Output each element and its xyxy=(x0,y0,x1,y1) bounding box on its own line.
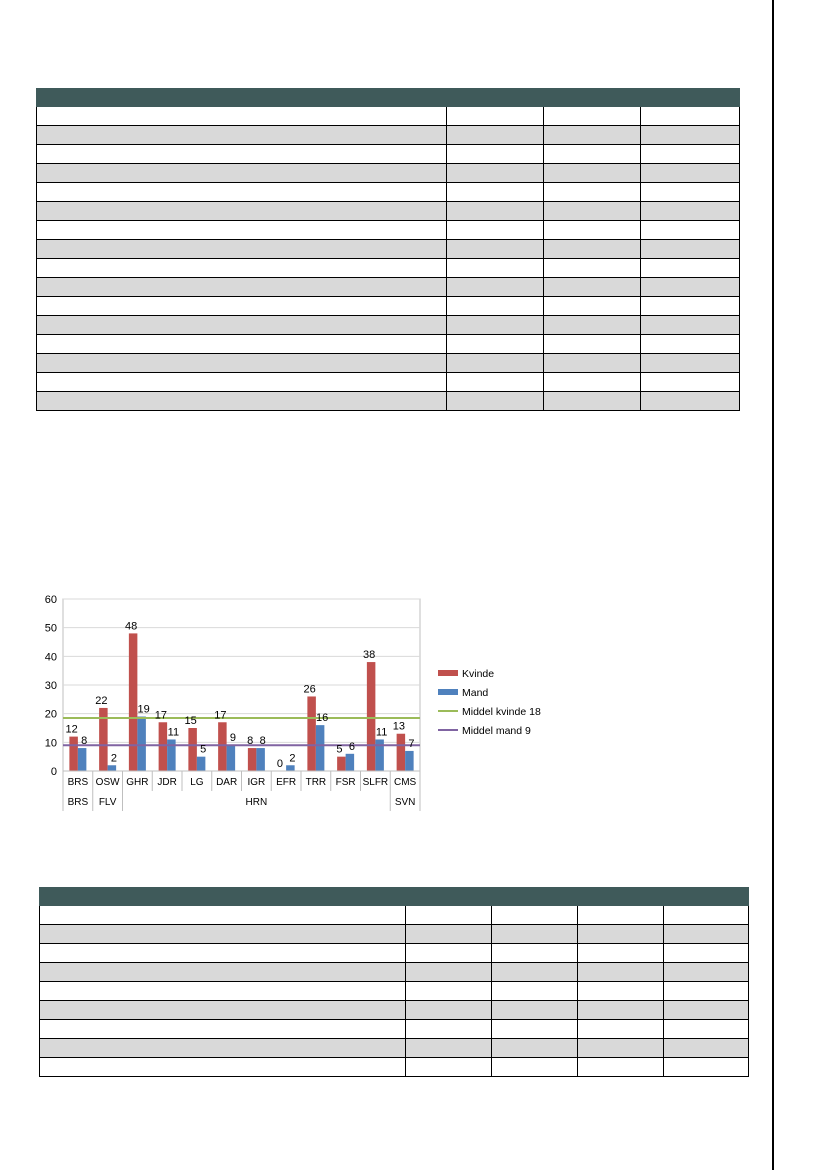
table-cell xyxy=(641,259,740,278)
table-cell xyxy=(578,982,664,1001)
y-tick-label: 20 xyxy=(44,708,57,721)
table-cell xyxy=(664,944,749,963)
bar-mand xyxy=(346,754,355,771)
table-cell xyxy=(447,164,544,183)
y-tick-label: 30 xyxy=(44,680,57,692)
table-row xyxy=(40,1020,749,1039)
table-cell xyxy=(544,354,641,373)
table-header-cell xyxy=(641,89,740,107)
table-cell xyxy=(40,963,406,982)
bar-kvinde xyxy=(307,696,316,771)
table-cell xyxy=(40,944,406,963)
table-cell xyxy=(641,392,740,411)
bar-kvinde xyxy=(188,728,197,771)
table-cell xyxy=(40,925,406,944)
table-cell xyxy=(406,1020,492,1039)
table-cell xyxy=(40,1001,406,1020)
table-cell xyxy=(544,126,641,145)
table-cell xyxy=(37,183,447,202)
table-cell xyxy=(406,1039,492,1058)
table-cell xyxy=(447,278,544,297)
data-label: 13 xyxy=(392,720,405,733)
data-label: 0 xyxy=(276,758,283,770)
data-label: 48 xyxy=(125,620,138,633)
table-cell xyxy=(406,1001,492,1020)
table-cell xyxy=(641,221,740,240)
table-cell xyxy=(37,126,447,145)
table-cell xyxy=(641,202,740,221)
bar-kvinde xyxy=(367,662,376,771)
table-cell xyxy=(578,906,664,925)
table-cell xyxy=(544,373,641,392)
group-label: HRN xyxy=(245,797,268,808)
table-header-cell xyxy=(544,89,641,107)
table-cell xyxy=(641,316,740,335)
table-row xyxy=(40,1001,749,1020)
table-cell xyxy=(40,1020,406,1039)
table-cell xyxy=(40,1058,406,1077)
table-row xyxy=(37,335,740,354)
table-row xyxy=(40,982,749,1001)
table-cell xyxy=(37,145,447,164)
x-tick-label: TRR xyxy=(305,777,327,788)
data-label: 15 xyxy=(184,715,197,727)
table-cell xyxy=(544,297,641,316)
table-cell xyxy=(406,925,492,944)
table-row xyxy=(40,925,749,944)
bar-mand xyxy=(405,751,414,771)
table-cell xyxy=(578,1058,664,1077)
table-cell xyxy=(544,164,641,183)
bar-mand xyxy=(137,717,146,771)
table-cell xyxy=(578,944,664,963)
table-cell xyxy=(37,278,447,297)
table-cell xyxy=(37,164,447,183)
x-tick-label: DAR xyxy=(216,777,238,788)
table-cell xyxy=(641,145,740,164)
table-cell xyxy=(641,373,740,392)
table-cell xyxy=(492,925,578,944)
table-cell xyxy=(544,202,641,221)
data-label: 8 xyxy=(81,735,88,748)
table-cell xyxy=(544,107,641,126)
x-tick-label: OSW xyxy=(95,777,120,788)
table-header-row xyxy=(40,888,749,906)
x-tick-label: CMS xyxy=(394,777,417,788)
data-label: 11 xyxy=(375,726,388,739)
table-cell xyxy=(544,240,641,259)
group-label: FLV xyxy=(98,797,117,808)
y-tick-label: 10 xyxy=(44,737,57,750)
x-tick-label: JDR xyxy=(157,777,177,788)
table-cell xyxy=(447,297,544,316)
table-cell xyxy=(447,183,544,202)
table-cell xyxy=(492,1020,578,1039)
bar-mand xyxy=(375,739,384,771)
table-cell xyxy=(544,183,641,202)
table-row xyxy=(37,221,740,240)
table-header-cell xyxy=(492,888,578,906)
table-cell xyxy=(37,202,447,221)
table-cell xyxy=(37,221,447,240)
bar-mand xyxy=(167,739,176,771)
table-cell xyxy=(406,906,492,925)
table-cell xyxy=(447,145,544,164)
table-header-cell xyxy=(40,888,406,906)
legend-label: Middel mand 9 xyxy=(462,725,531,737)
data-label: 26 xyxy=(303,683,316,696)
table-row xyxy=(37,354,740,373)
table-cell xyxy=(37,335,447,354)
table-cell xyxy=(544,392,641,411)
table-row xyxy=(37,164,740,183)
data-label: 17 xyxy=(154,709,167,722)
table-cell xyxy=(447,221,544,240)
data-label: 8 xyxy=(259,735,266,748)
data-label: 9 xyxy=(229,732,236,745)
table-row xyxy=(40,906,749,925)
top-table xyxy=(36,88,740,411)
table-cell xyxy=(492,906,578,925)
legend-label: Middel kvinde 18 xyxy=(462,706,541,718)
table-cell xyxy=(492,1039,578,1058)
data-label: 16 xyxy=(316,712,329,725)
table-cell xyxy=(40,906,406,925)
table-row xyxy=(37,373,740,392)
bar-kvinde xyxy=(218,722,227,771)
table-cell xyxy=(641,164,740,183)
x-tick-label: FSR xyxy=(335,777,356,788)
bar-kvinde xyxy=(397,734,406,771)
table-cell xyxy=(447,392,544,411)
table-cell xyxy=(578,1039,664,1058)
table-cell xyxy=(447,107,544,126)
bar-mand xyxy=(78,748,87,771)
data-label: 17 xyxy=(214,709,227,722)
table-row xyxy=(40,963,749,982)
bar-kvinde xyxy=(69,737,78,771)
data-label: 2 xyxy=(289,752,296,765)
y-tick-label: 0 xyxy=(50,766,57,778)
data-label: 5 xyxy=(336,743,343,756)
data-label: 7 xyxy=(408,737,415,750)
table-cell xyxy=(37,259,447,278)
table-cell xyxy=(578,1001,664,1020)
table-cell xyxy=(664,1039,749,1058)
bar-kvinde xyxy=(129,633,138,771)
x-tick-label: BRS xyxy=(67,777,89,788)
table-row xyxy=(40,1058,749,1077)
table-cell xyxy=(492,1058,578,1077)
bar-mand xyxy=(316,725,325,771)
table-cell xyxy=(492,963,578,982)
table-cell xyxy=(406,1058,492,1077)
table-cell xyxy=(37,354,447,373)
table-cell xyxy=(664,1001,749,1020)
table-cell xyxy=(641,297,740,316)
bottom-table xyxy=(39,887,749,1077)
bar-kvinde xyxy=(248,748,257,771)
table-cell xyxy=(664,1058,749,1077)
table-row xyxy=(37,316,740,335)
legend-swatch xyxy=(438,689,458,695)
table-row xyxy=(37,392,740,411)
table-header-cell xyxy=(37,89,447,107)
data-label: 38 xyxy=(363,649,376,662)
table-row xyxy=(37,259,740,278)
table-cell xyxy=(447,240,544,259)
data-label: 22 xyxy=(95,694,108,707)
table-row xyxy=(37,126,740,145)
table-cell xyxy=(578,925,664,944)
table-cell xyxy=(37,392,447,411)
table-cell xyxy=(406,982,492,1001)
bar-kvinde xyxy=(337,757,346,771)
table-cell xyxy=(447,354,544,373)
table-row xyxy=(40,1039,749,1058)
table-cell xyxy=(447,335,544,354)
table-row xyxy=(37,183,740,202)
bar-mand xyxy=(108,765,117,771)
table-cell xyxy=(544,316,641,335)
group-label: BRS xyxy=(67,797,89,808)
bar-mand xyxy=(256,748,265,771)
table-cell xyxy=(447,316,544,335)
legend-label: Kvinde xyxy=(462,668,495,680)
table-cell xyxy=(641,126,740,145)
page-right-border xyxy=(772,0,774,1170)
y-tick-label: 40 xyxy=(44,651,57,664)
table-cell xyxy=(641,278,740,297)
x-tick-label: EFR xyxy=(276,777,297,788)
bar-mand xyxy=(197,757,206,771)
data-label: 12 xyxy=(65,723,78,736)
table-header-cell xyxy=(664,888,749,906)
table-cell xyxy=(544,221,641,240)
table-cell xyxy=(641,335,740,354)
table-cell xyxy=(664,906,749,925)
bar-mand xyxy=(286,765,295,771)
table-cell xyxy=(37,107,447,126)
data-label: 11 xyxy=(167,726,180,739)
table-cell xyxy=(40,982,406,1001)
table-row xyxy=(40,944,749,963)
table-cell xyxy=(492,1001,578,1020)
data-label: 5 xyxy=(200,743,207,756)
table-header-cell xyxy=(447,89,544,107)
table-cell xyxy=(447,373,544,392)
table-row xyxy=(37,145,740,164)
y-tick-label: 50 xyxy=(44,622,57,635)
x-tick-label: SLFR xyxy=(362,777,389,788)
table-cell xyxy=(406,963,492,982)
data-label: 19 xyxy=(137,703,150,716)
table-cell xyxy=(40,1039,406,1058)
table-row xyxy=(37,240,740,259)
table-cell xyxy=(406,944,492,963)
table-cell xyxy=(544,278,641,297)
table-cell xyxy=(447,202,544,221)
data-label: 6 xyxy=(348,740,355,753)
table-row xyxy=(37,107,740,126)
table-cell xyxy=(447,126,544,145)
table-header-row xyxy=(37,89,740,107)
table-cell xyxy=(447,259,544,278)
table-header-cell xyxy=(406,888,492,906)
table-cell xyxy=(664,1020,749,1039)
table-cell xyxy=(544,259,641,278)
table-cell xyxy=(492,944,578,963)
x-tick-label: IGR xyxy=(247,777,266,788)
bar-mand xyxy=(227,745,236,771)
table-cell xyxy=(492,982,578,1001)
table-cell xyxy=(578,1020,664,1039)
bar-chart xyxy=(32,588,552,818)
table-header-cell xyxy=(578,888,664,906)
group-label: SVN xyxy=(394,797,416,808)
y-tick-label: 60 xyxy=(44,594,57,606)
table-cell xyxy=(641,183,740,202)
legend-label: Mand xyxy=(462,687,489,699)
table-cell xyxy=(37,297,447,316)
legend-swatch xyxy=(438,670,458,676)
table-cell xyxy=(544,145,641,164)
table-row xyxy=(37,278,740,297)
table-cell xyxy=(641,354,740,373)
table-cell xyxy=(37,240,447,259)
table-cell xyxy=(664,925,749,944)
x-tick-label: LG xyxy=(190,777,204,788)
table-cell xyxy=(544,335,641,354)
table-row xyxy=(37,202,740,221)
table-cell xyxy=(664,982,749,1001)
table-cell xyxy=(578,963,664,982)
data-label: 2 xyxy=(110,752,117,765)
table-cell xyxy=(37,373,447,392)
table-row xyxy=(37,297,740,316)
table-cell xyxy=(664,963,749,982)
table-cell xyxy=(641,240,740,259)
x-tick-label: GHR xyxy=(126,777,149,788)
table-cell xyxy=(641,107,740,126)
bar-kvinde xyxy=(159,722,168,771)
table-cell xyxy=(37,316,447,335)
data-label: 8 xyxy=(247,735,254,748)
